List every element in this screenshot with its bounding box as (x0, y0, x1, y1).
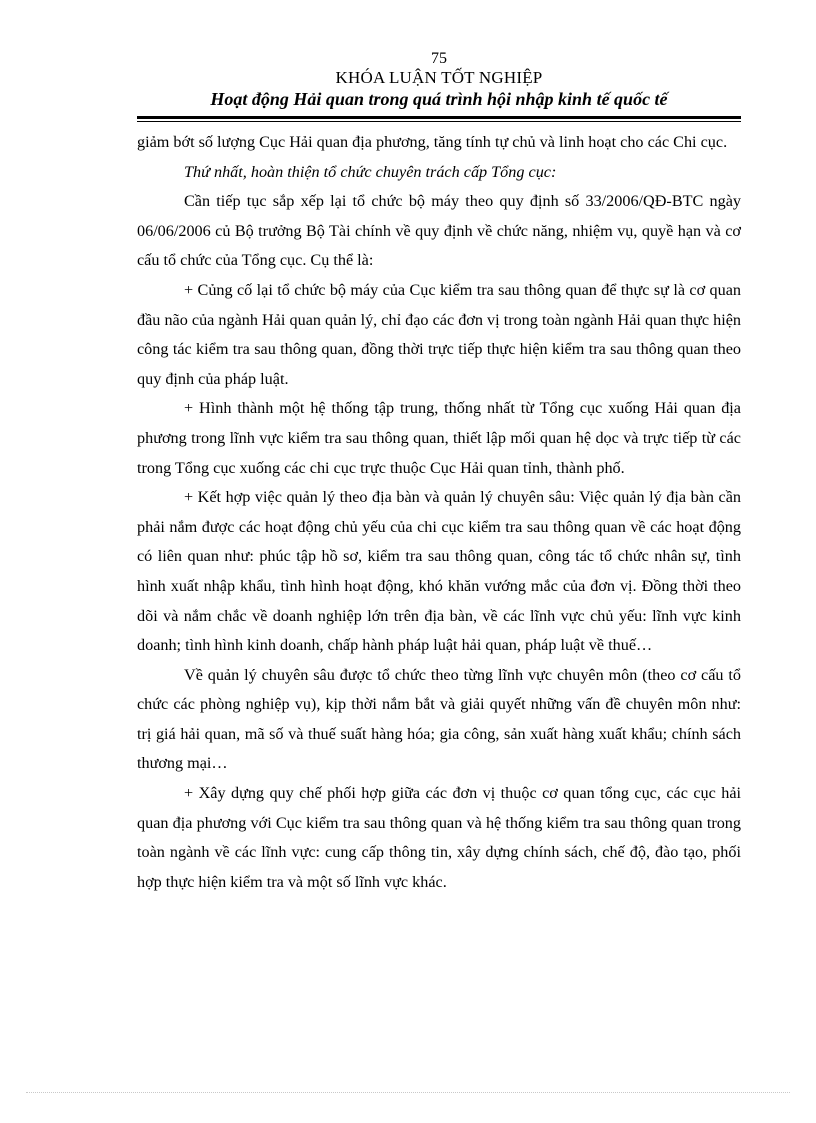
body-text (137, 128, 741, 897)
bullet-paragraph: + Xây dựng quy chế phối hợp giữa các đơn vị thuộc cơ quan tổng cục, các cục hải quan địa phương với Cục kiểm tra sau thông quan và hệ thống kiểm tra sau thông quan trong toàn ngành về các lĩnh vực: cung cấp thông tin, xây dựng chính sách, chế độ, đào tạo, phối hợp thực hiện kiểm tra và một số lĩnh vực khác. (137, 784, 741, 891)
header-rule-thick (137, 116, 741, 119)
bullet-paragraph: + Củng cố lại tổ chức bộ máy của Cục kiểm tra sau thông quan để thực sự là cơ quan đầu não của ngành Hải quan quản lý, chỉ đạo các đơn vị trong toàn ngành Hải quan thực hiện công tác kiểm tra sau thông quan, đồng thời trực tiếp thực hiện kiểm tra sau thông quan theo quy định của pháp luật. (137, 280, 741, 388)
bullet-paragraph: + Hình thành một hệ thống tập trung, thống nhất từ Tổng cục xuống Hải quan địa phương trong lĩnh vực kiểm tra sau thông quan, thiết lập mối quan hệ dọc và trực tiếp từ các trong Tổng cục xuống các chi cục trực thuộc Cục Hải quan tỉnh, thành phố. (137, 399, 741, 477)
thesis-subtitle: Hoạt động Hải quan trong quá trình hội nhập kinh tế quốc tế (210, 89, 668, 109)
paragraph-continuation: giảm bớt số lượng Cục Hải quan địa phương, tăng tính tự chủ và linh hoạt cho các Chi cục. (137, 133, 728, 151)
paragraph: Cần tiếp tục sắp xếp lại tổ chức bộ máy theo quy định số 33/2006/QĐ-BTC ngày 06/06/2006 củ Bộ trưởng Bộ Tài chính về quy định về chức năng, nhiệm vụ, quyề hạn và cơ cấu tổ chức của Tổng cục. Cụ thể là: (137, 192, 741, 270)
section-heading: Thứ nhất, hoàn thiện tổ chức chuyên trách cấp Tổng cục: (184, 162, 557, 181)
paragraph: Về quản lý chuyên sâu được tổ chức theo từng lĩnh vực chuyên môn (theo cơ cấu tổ chức các phòng nghiệp vụ), kịp thời nắm bắt và giải quyết những vấn đề chuyên môn như: trị giá hải quan, mã số và thuế suất hàng hóa; gia công, sản xuất hàng xuất khẩu; chính sách thương mại… (137, 665, 741, 773)
bullet-paragraph: + Kết hợp việc quản lý theo địa bàn và quản lý chuyên sâu: Việc quản lý địa bàn cần phải nắm được các hoạt động chủ yếu của chi cục kiểm tra sau thông quan về các hoạt động có liên quan như: phúc tập hồ sơ, kiểm tra sau thông quan, công tác tổ chức nhân sự, tình hình xuất nhập khẩu, tình hình hoạt động, khó khăn vướng mắc của đơn vị. Đồng thời theo dõi và nắm chắc về doanh nghiệp lớn trên địa bàn, về các lĩnh vực chủ yếu: lĩnh vực kinh doanh; tình hình kinh doanh, chấp hành pháp luật hải quan, pháp luật về thuế… (137, 488, 741, 655)
page-header (137, 50, 741, 110)
page-number: 75 (431, 50, 447, 67)
footer-divider (26, 1092, 790, 1093)
header-rule-thin (137, 121, 741, 122)
thesis-title: KHÓA LUẬN TỐT NGHIỆP (335, 68, 543, 87)
